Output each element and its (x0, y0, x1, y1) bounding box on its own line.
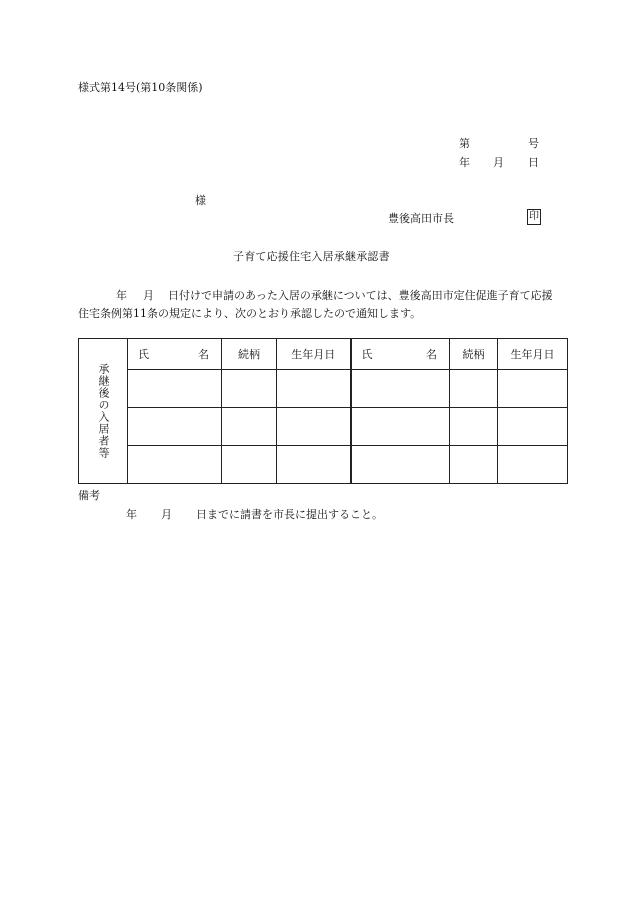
date-year-label: 年 (459, 156, 470, 169)
side-label: 承継後の入居者等 (97, 363, 110, 459)
table-cell[interactable] (351, 408, 450, 446)
table-cell[interactable] (128, 370, 222, 408)
header-name-given-2: 名 (426, 348, 437, 361)
addressee-honorific: 様 (195, 194, 206, 207)
table-cell[interactable] (351, 446, 450, 484)
remarks-month: 月 (161, 508, 172, 521)
header-name (128, 339, 222, 370)
seal-mark: 印 (527, 209, 541, 225)
header-name-family-2: 氏 (361, 348, 373, 361)
table-header-row (79, 339, 568, 370)
successor-table (78, 338, 568, 484)
form-number-label: 様式第14号(第10条関係) (78, 81, 203, 94)
header-name-family: 氏 (138, 348, 149, 361)
header-relation-2: 続柄 (450, 339, 498, 370)
body-year: 年 (116, 289, 127, 302)
document-number-suffix: 号 (528, 137, 539, 150)
table-cell[interactable] (498, 370, 568, 408)
remarks-line (126, 509, 383, 520)
date-month-label: 月 (493, 156, 504, 169)
header-name-2 (351, 339, 450, 370)
document-number-prefix: 第 (459, 137, 470, 150)
date-day-label: 日 (528, 156, 539, 169)
document-title: 子育て応援住宅入居承継承認書 (233, 250, 390, 263)
remarks-text: 日までに請書を市長に提出すること。 (196, 508, 383, 521)
table-cell[interactable] (128, 446, 222, 484)
header-relation: 続柄 (222, 339, 277, 370)
table-row (79, 370, 568, 408)
remarks-year: 年 (126, 508, 137, 521)
table-cell[interactable] (498, 446, 568, 484)
table-cell[interactable] (222, 370, 277, 408)
table-cell[interactable] (450, 446, 498, 484)
table-row (79, 408, 568, 446)
table-cell[interactable] (498, 408, 568, 446)
body-paragraph (78, 287, 558, 323)
table-cell[interactable] (450, 408, 498, 446)
table-cell[interactable] (351, 370, 450, 408)
table-cell[interactable] (128, 408, 222, 446)
header-birthdate-2: 生年月日 (498, 339, 568, 370)
table-cell[interactable] (277, 408, 351, 446)
body-month: 月 (143, 289, 154, 302)
header-name-given: 名 (198, 348, 209, 361)
table-cell[interactable] (222, 408, 277, 446)
table-row (79, 446, 568, 484)
body-text: 日付けで申請のあった入居の承継については、豊後高田市定住促進子育て応援住宅条例第11条の規定により、次のとおり承認したので通知します。 (78, 289, 553, 320)
table-cell[interactable] (277, 446, 351, 484)
header-birthdate: 生年月日 (277, 339, 351, 370)
side-label-cell (79, 339, 128, 484)
table-cell[interactable] (222, 446, 277, 484)
table-cell[interactable] (450, 370, 498, 408)
sender-mayor: 豊後高田市長 (388, 212, 454, 225)
table-cell[interactable] (277, 370, 351, 408)
remarks-heading: 備考 (78, 489, 100, 502)
